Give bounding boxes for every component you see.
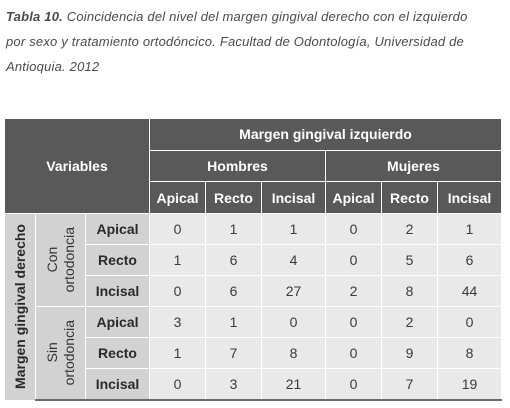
row-label: Recto (86, 245, 150, 276)
group-label: Mujeres (387, 157, 440, 174)
table-cell: 8 (382, 276, 438, 307)
block-header-sin (36, 307, 86, 401)
table-cell: 1 (150, 245, 206, 276)
table-cell: 44 (438, 276, 502, 307)
row-label: Apical (86, 307, 150, 338)
group-header-hombres (150, 150, 326, 182)
table-row (5, 214, 502, 245)
table-caption (6, 4, 506, 79)
table-cell: 6 (206, 245, 262, 276)
table-cell: 0 (150, 276, 206, 307)
data-table (4, 118, 502, 401)
column-header: Incisal (438, 182, 502, 214)
table-cell: 8 (438, 338, 502, 369)
corner-header (5, 119, 150, 214)
column-header: Apical (150, 182, 206, 214)
table-cell: 0 (326, 369, 382, 401)
block-label-line-1: Con (43, 247, 60, 273)
table-cell: 5 (382, 245, 438, 276)
table-cell: 2 (382, 307, 438, 338)
variables-label: Variables (46, 158, 108, 174)
block-label (44, 320, 78, 385)
table-cell: 19 (438, 369, 502, 401)
row-axis-header (5, 214, 36, 401)
top-header (150, 119, 502, 151)
table-cell: 7 (206, 338, 262, 369)
table-cell: 3 (150, 307, 206, 338)
table-cell: 2 (382, 214, 438, 245)
table-cell: 1 (262, 214, 326, 245)
block-label-line-1: Sin (43, 342, 60, 364)
table-cell: 0 (326, 245, 382, 276)
table-cell: 6 (438, 245, 502, 276)
margen-izquierdo-label: Margen gingival izquierdo (239, 126, 412, 143)
table-cell: 1 (206, 307, 262, 338)
table-cell: 1 (150, 338, 206, 369)
table-cell: 21 (262, 369, 326, 401)
table-cell: 3 (206, 369, 262, 401)
table-cell: 2 (326, 276, 382, 307)
caption-line-1: Coincidencia del nivel del margen gingival derecho con el izquierdo (62, 9, 468, 24)
block-header-con (36, 214, 86, 307)
caption-line-2: por sexo y tratamiento ortodóncico. Facultad de Odontología, Universidad de (6, 34, 464, 49)
table-cell: 27 (262, 276, 326, 307)
block-label-line-2: ortodoncia (60, 227, 77, 293)
group-header-mujeres (326, 150, 502, 182)
table-cell: 1 (206, 214, 262, 245)
table-cell: 9 (382, 338, 438, 369)
caption-label: Tabla 10. (6, 9, 63, 24)
margen-derecho-label: Margen gingival derecho (12, 224, 28, 390)
table-cell: 1 (438, 214, 502, 245)
caption-line-3: Antioquia. 2012 (6, 59, 100, 74)
table-cell: 7 (382, 369, 438, 401)
column-header: Recto (206, 182, 262, 214)
column-header: Recto (382, 182, 438, 214)
block-label-line-2: ortodoncia (60, 320, 77, 386)
table-cell: 0 (326, 214, 382, 245)
table-row (5, 307, 502, 338)
table-cell: 0 (262, 307, 326, 338)
row-label: Incisal (86, 276, 150, 307)
table-cell: 0 (150, 369, 206, 401)
table-cell: 0 (150, 214, 206, 245)
table-cell: 8 (262, 338, 326, 369)
row-label: Incisal (86, 369, 150, 401)
column-header: Incisal (262, 182, 326, 214)
row-label: Recto (86, 338, 150, 369)
row-label: Apical (86, 214, 150, 245)
table-cell: 4 (262, 245, 326, 276)
group-label: Hombres (207, 157, 268, 174)
block-label (44, 227, 78, 292)
table-cell: 6 (206, 276, 262, 307)
table-cell: 0 (438, 307, 502, 338)
table-cell: 0 (326, 307, 382, 338)
column-header: Apical (326, 182, 382, 214)
table-cell: 0 (326, 338, 382, 369)
